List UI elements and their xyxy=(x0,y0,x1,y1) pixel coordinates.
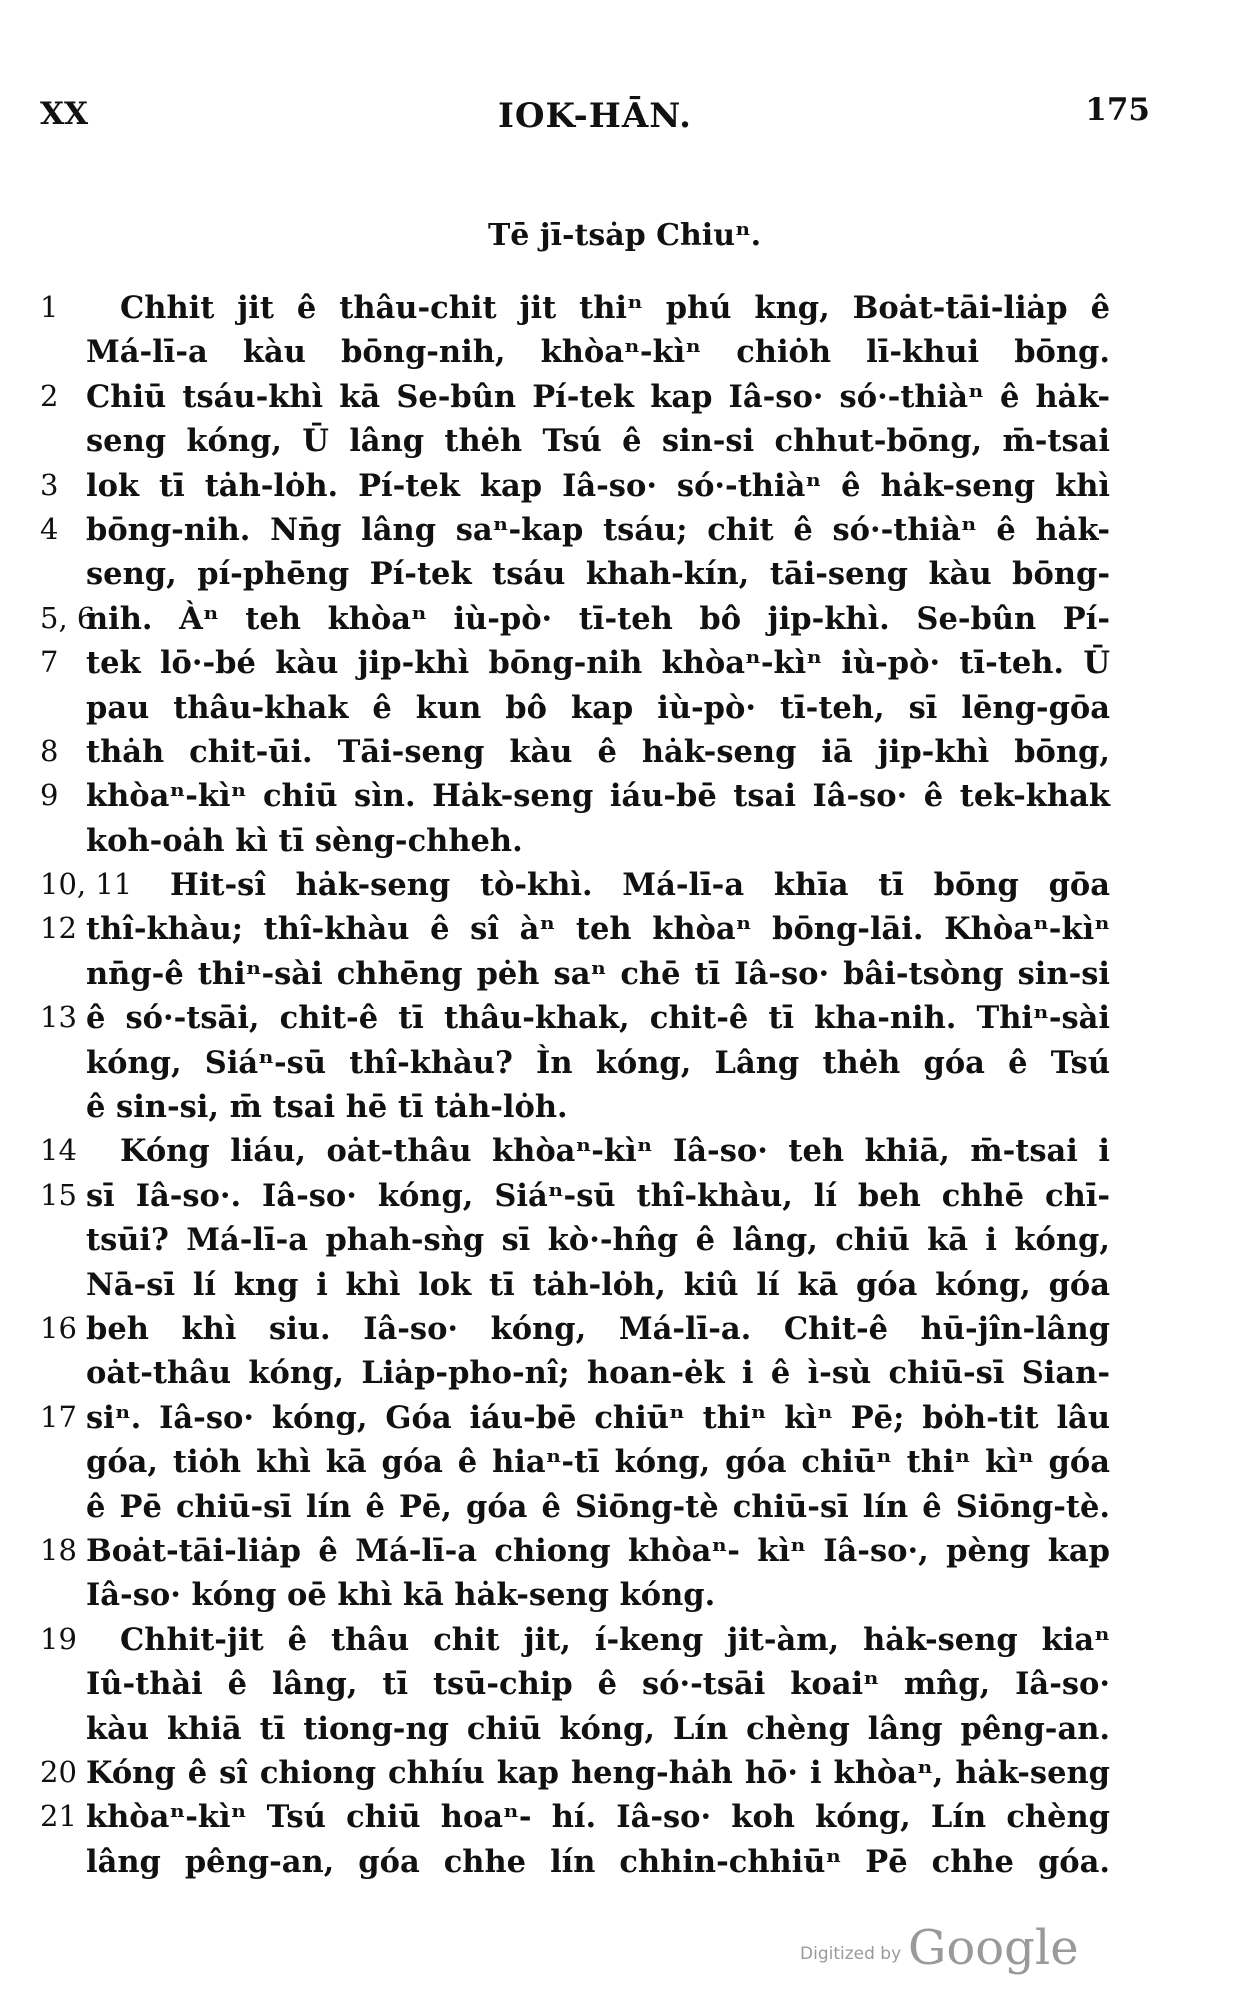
text-line xyxy=(0,1485,1249,1529)
text-line xyxy=(0,1618,1249,1662)
verse-number: 12 xyxy=(40,911,77,946)
page-header xyxy=(40,92,1150,136)
line-text: koh-oȧh kì tī sèng-chheh. xyxy=(86,822,523,859)
text-line xyxy=(0,1440,1249,1484)
line-text: Chhit jit ê thâu-chit jit thiⁿ phú kng, Boȧt-tāi-liȧp ê xyxy=(120,290,1110,326)
verse-number: 21 xyxy=(40,1799,77,1834)
text-line xyxy=(0,1174,1249,1218)
line-text: ê só·-tsāi, chit-ê tī thâu-khak, chit-ê tī kha-nih. Thiⁿ-sài xyxy=(86,1000,1110,1037)
line-text: Kóng ê sî chiong chhíu kap heng-hȧh hō· i khòaⁿ, hȧk-seng xyxy=(86,1754,1110,1791)
line-text: nih. Àⁿ teh khòaⁿ iù-pò· tī-teh bô jip-khì. Se-bûn Pí- xyxy=(86,600,1110,637)
verse-number: 9 xyxy=(40,778,59,813)
text-line xyxy=(0,1218,1249,1262)
verse-number: 16 xyxy=(40,1310,77,1345)
text-line xyxy=(0,1041,1249,1085)
text-line xyxy=(0,641,1249,685)
line-text: oȧt-thâu kóng, Liȧp-pho-nî; hoan-ėk i ê ì-sù chiū-sī Sian- xyxy=(86,1355,1110,1392)
text-line xyxy=(0,863,1249,907)
line-text: seng, pí-phēng Pí-tek tsáu khah-kín, tāi-seng kàu bōng- xyxy=(86,556,1110,593)
verse-number: 17 xyxy=(40,1399,77,1434)
text-line xyxy=(0,996,1249,1040)
text-line xyxy=(0,1529,1249,1573)
line-text: bōng-nih. Nn̄g lâng saⁿ-kap tsáu; chit ê só·-thiàⁿ ê hȧk- xyxy=(86,511,1110,548)
verse-number: 5, 6 xyxy=(40,600,96,635)
verse-number: 1 xyxy=(40,290,59,324)
text-line xyxy=(0,597,1249,641)
line-text: tek lō·-bé kàu jip-khì bōng-nih khòaⁿ-kìⁿ iù-pò· tī-teh. Ū xyxy=(86,645,1110,682)
text-line xyxy=(0,1129,1249,1173)
text-line xyxy=(0,1396,1249,1440)
text-line xyxy=(0,730,1249,774)
digitized-label: Digitized by xyxy=(800,1944,902,1964)
text-line xyxy=(0,1840,1249,1884)
line-text: seng kóng, Ū lâng thėh Tsú ê sin-si chhut-bōng, m̄-tsai xyxy=(86,423,1110,460)
line-text: ê Pē chiū-sī lín ê Pē, góa ê Siōng-tè chiū-sī lín ê Siōng-tè. xyxy=(86,1488,1110,1525)
page-number: 175 xyxy=(1085,92,1150,128)
text-line xyxy=(0,330,1249,374)
text-line xyxy=(0,774,1249,818)
line-text: Chiū tsáu-khì kā Se-bûn Pí-tek kap Iâ-so· só·-thiàⁿ ê hȧk- xyxy=(86,378,1110,415)
line-text: Kóng liáu, oȧt-thâu khòaⁿ-kìⁿ Iâ-so· teh khiā, m̄-tsai i xyxy=(120,1133,1110,1170)
verse-number: 20 xyxy=(40,1754,77,1789)
line-text: Hit-sî hȧk-seng tò-khì. Má-lī-a khīa tī bōng gōa xyxy=(170,867,1110,904)
text-line xyxy=(0,464,1249,508)
line-text: Nā-sī lí kng i khì lok tī tȧh-lȯh, kiû lí kā góa kóng, góa xyxy=(86,1266,1110,1303)
line-text: Chhit-jit ê thâu chit jit, í-keng jit-àm, hȧk-seng kiaⁿ xyxy=(120,1621,1110,1658)
line-text: pau thâu-khak ê kun bô kap iù-pò· tī-teh, sī lēng-gōa xyxy=(86,689,1110,726)
line-text: ê sin-si, m̄ tsai hē tī tȧh-lȯh. xyxy=(86,1089,568,1126)
line-text: góa, tiȯh khì kā góa ê hiaⁿ-tī kóng, góa chiūⁿ thiⁿ kìⁿ góa xyxy=(86,1444,1110,1481)
line-text: khòaⁿ-kìⁿ Tsú chiū hoaⁿ- hí. Iâ-so· koh kóng, Lín chèng xyxy=(86,1799,1110,1836)
verse-number: 18 xyxy=(40,1532,77,1567)
line-text: thȧh chit-ūi. Tāi-seng kàu ê hȧk-seng iā jip-khì bōng, xyxy=(86,733,1110,770)
chapter-text xyxy=(0,286,1249,1884)
text-line xyxy=(0,552,1249,596)
text-line xyxy=(0,1662,1249,1706)
text-line xyxy=(0,1751,1249,1795)
line-text: Iû-thài ê lâng, tī tsū-chip ê só·-tsāi koaiⁿ mn̂g, Iâ-so· xyxy=(86,1666,1110,1703)
text-line xyxy=(0,1263,1249,1307)
line-text: lok tī tȧh-lȯh. Pí-tek kap Iâ-so· só·-thiàⁿ ê hȧk-seng khì xyxy=(86,467,1110,504)
chapter-heading: Tē jī-tsȧp Chiuⁿ. xyxy=(487,218,762,253)
line-text: Boȧt-tāi-liȧp ê Má-lī-a chiong khòaⁿ- kìⁿ Iâ-so·, pèng kap xyxy=(86,1532,1110,1569)
book-title: IOK-HĀN. xyxy=(498,96,692,136)
line-text: lâng pêng-an, góa chhe lín chhin-chhiūⁿ Pē chhe góa. xyxy=(86,1843,1110,1880)
text-line xyxy=(0,1351,1249,1395)
line-text: nn̄g-ê thiⁿ-sài chhēng pėh saⁿ chē tī Iâ-so· bâi-tsòng sin-si xyxy=(86,955,1110,992)
line-text: tsūi? Má-lī-a phah-sǹg sī kò·-hn̂g ê lâng, chiū kā i kóng, xyxy=(86,1222,1110,1259)
line-text: Iâ-so· kóng oē khì kā hȧk-seng kóng. xyxy=(86,1577,716,1614)
verse-number: 13 xyxy=(40,1000,77,1035)
line-text: sī Iâ-so·. Iâ-so· kóng, Siáⁿ-sū thî-khàu, lí beh chhē chī- xyxy=(86,1177,1110,1214)
verse-number: 19 xyxy=(40,1621,77,1656)
verse-number: 15 xyxy=(40,1177,77,1212)
text-line xyxy=(0,907,1249,951)
line-text: thî-khàu; thî-khàu ê sî àⁿ teh khòaⁿ bōng-lāi. Khòaⁿ-kìⁿ xyxy=(86,911,1110,948)
text-line xyxy=(0,375,1249,419)
line-text: siⁿ. Iâ-so· kóng, Góa iáu-bē chiūⁿ thiⁿ kìⁿ Pē; bȯh-tit lâu xyxy=(86,1399,1110,1436)
text-line xyxy=(0,952,1249,996)
line-text: kóng, Siáⁿ-sū thî-khàu? Ìn kóng, Lâng thėh góa ê Tsú xyxy=(86,1044,1110,1081)
google-logo: Google xyxy=(908,1920,1079,1976)
text-line xyxy=(0,286,1249,330)
verse-number: 8 xyxy=(40,733,59,768)
verse-number: 10, 11 xyxy=(40,867,133,902)
line-text: beh khì siu. Iâ-so· kóng, Má-lī-a. Chit-ê hū-jîn-lâng xyxy=(86,1310,1110,1347)
text-line xyxy=(0,508,1249,552)
verse-number: 4 xyxy=(40,511,59,546)
text-line xyxy=(0,686,1249,730)
line-text: khòaⁿ-kìⁿ chiū sìn. Hȧk-seng iáu-bē tsai Iâ-so· ê tek-khak xyxy=(86,778,1110,815)
text-line xyxy=(0,1573,1249,1617)
verse-number: 2 xyxy=(40,378,59,413)
chapter-number: XX xyxy=(40,96,89,132)
verse-number: 14 xyxy=(40,1133,77,1168)
text-line xyxy=(0,1307,1249,1351)
text-line xyxy=(0,1085,1249,1129)
verse-number: 3 xyxy=(40,467,59,502)
text-line xyxy=(0,1795,1249,1839)
line-text: kàu khiā tī tiong-ng chiū kóng, Lín chèng lâng pêng-an. xyxy=(86,1710,1110,1747)
verse-number: 7 xyxy=(40,645,59,680)
text-line xyxy=(0,419,1249,463)
line-text: Má-lī-a kàu bōng-nih, khòaⁿ-kìⁿ chiȯh lī-khui bōng. xyxy=(86,334,1110,371)
text-line xyxy=(0,819,1249,863)
text-line xyxy=(0,1707,1249,1751)
digitized-watermark xyxy=(800,1920,1130,1980)
